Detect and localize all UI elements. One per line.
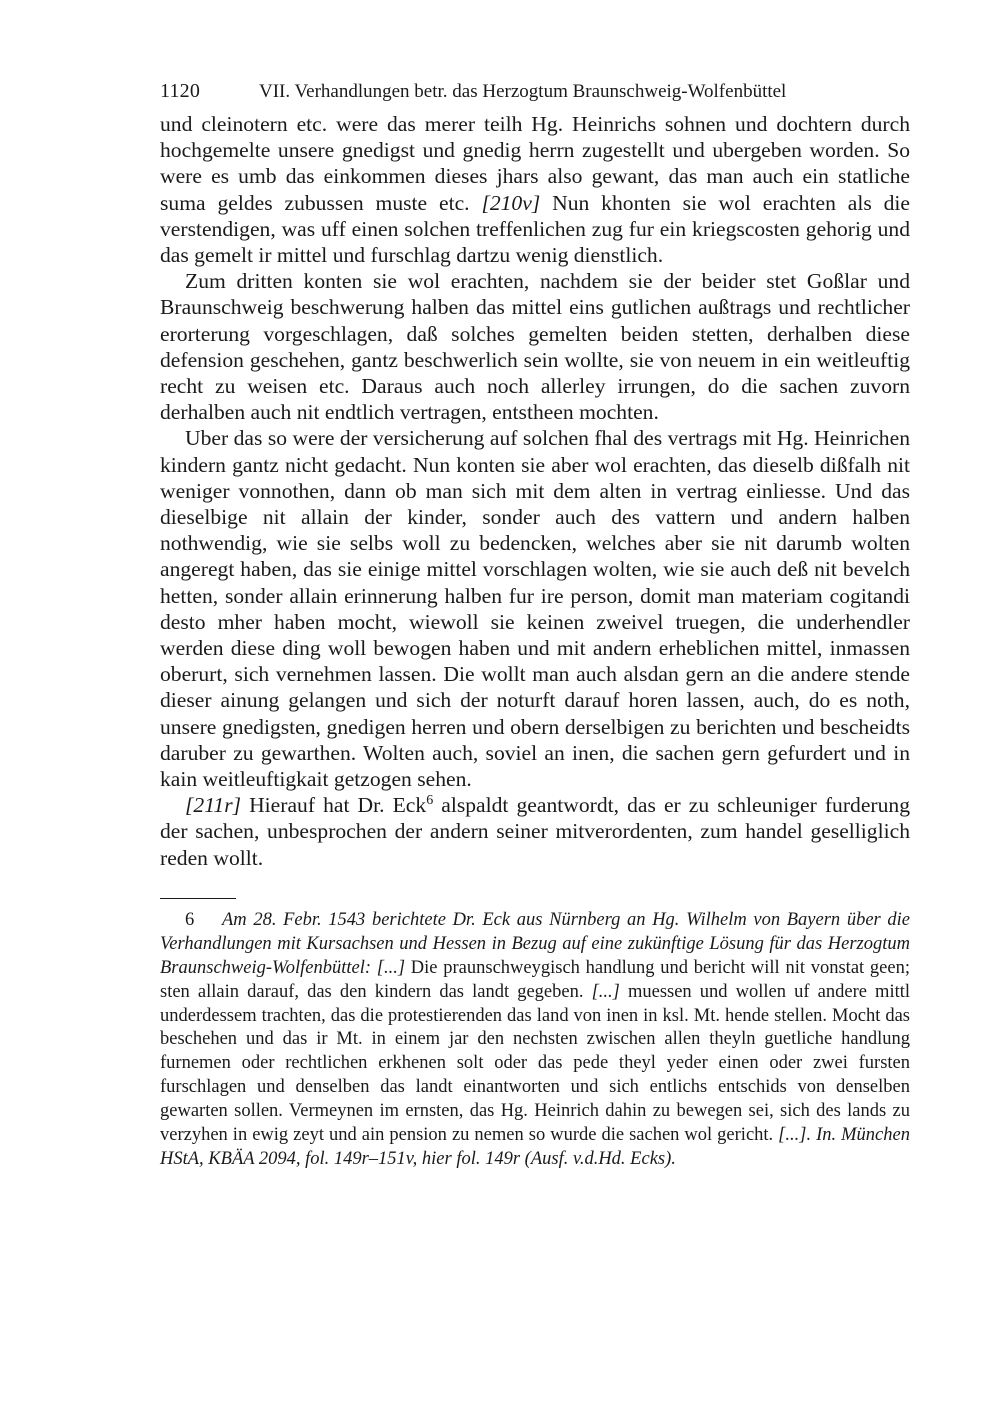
paragraph-text: und cleinotern etc. were das merer teilh Hg. Heinrichs sohnen und dochtern durch hochgemelte unsere gnedigst und gnedig herrn zugestellt und ubergeben worden. So were es umb das einkommen dieses jhars also gewant, das man auch ein statliche suma geldes zubussen muste etc. [160,112,910,215]
paragraph-text: Hierauf hat Dr. Eck [241,793,427,818]
footnote-marker[interactable]: 6 [426,793,434,809]
paragraph-3 [160,425,910,792]
page-number: 1120 [160,80,201,102]
footnote-source: [...]. In. München HStA, KBÄA 2094, fol. 149r–151v, hier fol. 149r (Ausf. v.d.Hd. Ecks). [160,1125,910,1169]
document-page [160,78,910,1172]
footnote-6 [160,909,910,1172]
running-title: VII. Verhandlungen betr. das Herzogtum Braunschweig-Wolfenbüttel [259,81,787,102]
paragraph-4 [160,792,910,871]
folio-reference: [210v] [481,190,541,215]
footnote-separator [160,898,236,899]
paragraph-text: Nun khonten sie wol erachten als die verstendigen, was uff einen solchen treffenlichen zug fur ein kriegscosten gehorig und das gemelt ir mittel und furschlag dartzu wenig dienstlich. [160,190,910,268]
footnote-intro: Am 28. Febr. 1543 berichtete Dr. Eck aus Nürnberg an Hg. Wilhelm von Bayern über die Verhandlungen mit Kursachsen und Hessen in Bezug auf eine zukünftige Lösung für das Herzogtum Braunschweig-Wolfenbüttel: [...] [160,909,910,978]
paragraph-text: Uber das so were der versicherung auf solchen fhal des vertrags mit Hg. Heinrichen kindern gantz nicht gedacht. Nun konten sie aber wol erachten, das dieselb dißfalh nit weniger vonnothen, dann ob man sich mit dem alten in vertrag einliesse. Und das dieselbige nit allain der kinder, sonder auch des vattern und andern halben nothwendig, wie sie selbs woll zu bedencken, welches aber sie nit darumb wolten angeregt haben, das sie einige mittel vorschlagen wolten, wie sie auch deß nit bevelch hetten, sonder allain erinnerung halben fur ire person, domit man materiam cogitandi desto mher haben mocht, wiewoll sie keinen zweivel truegen, die underhendler werden diese ding woll bewogen haben und mit andern erheblichen mittel, inmassen oberurt, sich vernehmen lassen. Die wollt man auch alsdan gern an die andere stende dieser ainung gelangen und sich der noturft darauf horen lassen, auch, do es noth, unsere gnedigsten, gnedigen herren und obern derselbigen zu berichten und bescheidts daruber zu gewarthen. Wolten auch, soviel an inen, die sachen gern gefurdert und in kain weitleuftigkait getzogen sehen. [160,426,910,792]
main-text [160,111,910,871]
paragraph-2 [160,268,910,425]
footnote-quote: Die praunschweygisch handlung und bericht will nit vonstat geen; sten allain darauf, das den kindern das landt gegeben. [160,957,910,1002]
paragraph-text: Zum dritten konten sie wol erachten, nachdem sie der beider stet Goßlar und Braunschweig beschwerung halben das mittel eins gutlichen außtrags und rechtlicher erorterung vorgeschlagen, daß solches gemelten beiden stetten, derhalben diese defension geschehen, gantz beschwerlich sein wollte, sie von neuem in ein weitleuftig recht zu weisen etc. Daraus auch noch allerley irrungen, do die sachen zuvorn derhalben auch nit endtlich vertragen, entstheen mochten. [160,269,910,425]
footnote-ellipsis: [...] [591,981,620,1002]
folio-reference: [211r] [185,793,241,818]
paragraph-text: alspaldt geantwordt, das er zu schleuniger furderung der sachen, unbesprochen der andern seiner mitverordenten, zum handel geselliglich reden wollt. [160,793,911,870]
footnote-number: 6 [185,909,195,930]
paragraph-1 [160,111,910,268]
footnote-quote: muessen und wollen uf andere mittl underdessem trachten, das die protestierenden das land von inen in ksl. Mt. hende stellen. Mocht das beschehen und das ir Mt. in einem jar den nechsten zwischen allen theyln guetliche handlung furnemen oder rechtlichen erkhenen solt oder das pede theyl yeder einen oder zwei fursten furschlagen und denselben das landt einantworten und sich entlichs entschids von denselben gewarten sollen. Vermeynen im ernsten, das Hg. Heinrich dahin zu bewegen sei, sich des lands zu verzyhen in ewig zeyt und ain pension zu nemen so wurde die sachen wol gericht. [160,981,911,1146]
running-header [160,78,910,105]
